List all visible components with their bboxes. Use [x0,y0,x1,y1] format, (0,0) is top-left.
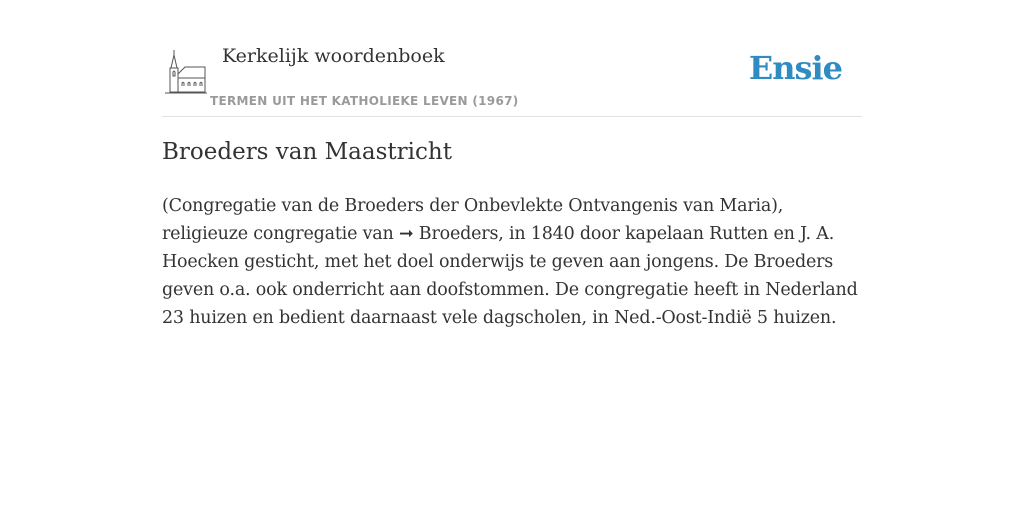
arrow-right-icon: ➞ [398,224,414,244]
entry-title: Broeders van Maastricht [162,139,452,165]
site-subtitle: TERMEN UIT HET KATHOLIEKE LEVEN (1967) [210,94,519,108]
ensie-logo[interactable]: Ensie [748,49,842,87]
broeders-link[interactable] [399,224,498,244]
broeders-link-label: Broeders [418,224,499,244]
entry-text-before-link: (Congregatie van de Broeders der Onbevlekte Ontvangenis van Maria), religieuze congregatie van [162,196,784,244]
church-icon [165,50,207,94]
site-header [162,40,862,117]
site-title[interactable]: Kerkelijk woordenboek [222,45,445,67]
entry-text-after-link: , in 1840 door kapelaan Rutten en J. A. Hoecken gesticht, met het doel onderwijs te geven aan jongens. De Broeders geven o.a. ook onderricht aan doofstommen. De congregatie heeft in Nederland 23 huizen en bedient daarnaast vele dagscholen, in Ned.-Oost-Indië 5 huizen. [162,224,858,328]
entry-body [162,192,862,332]
